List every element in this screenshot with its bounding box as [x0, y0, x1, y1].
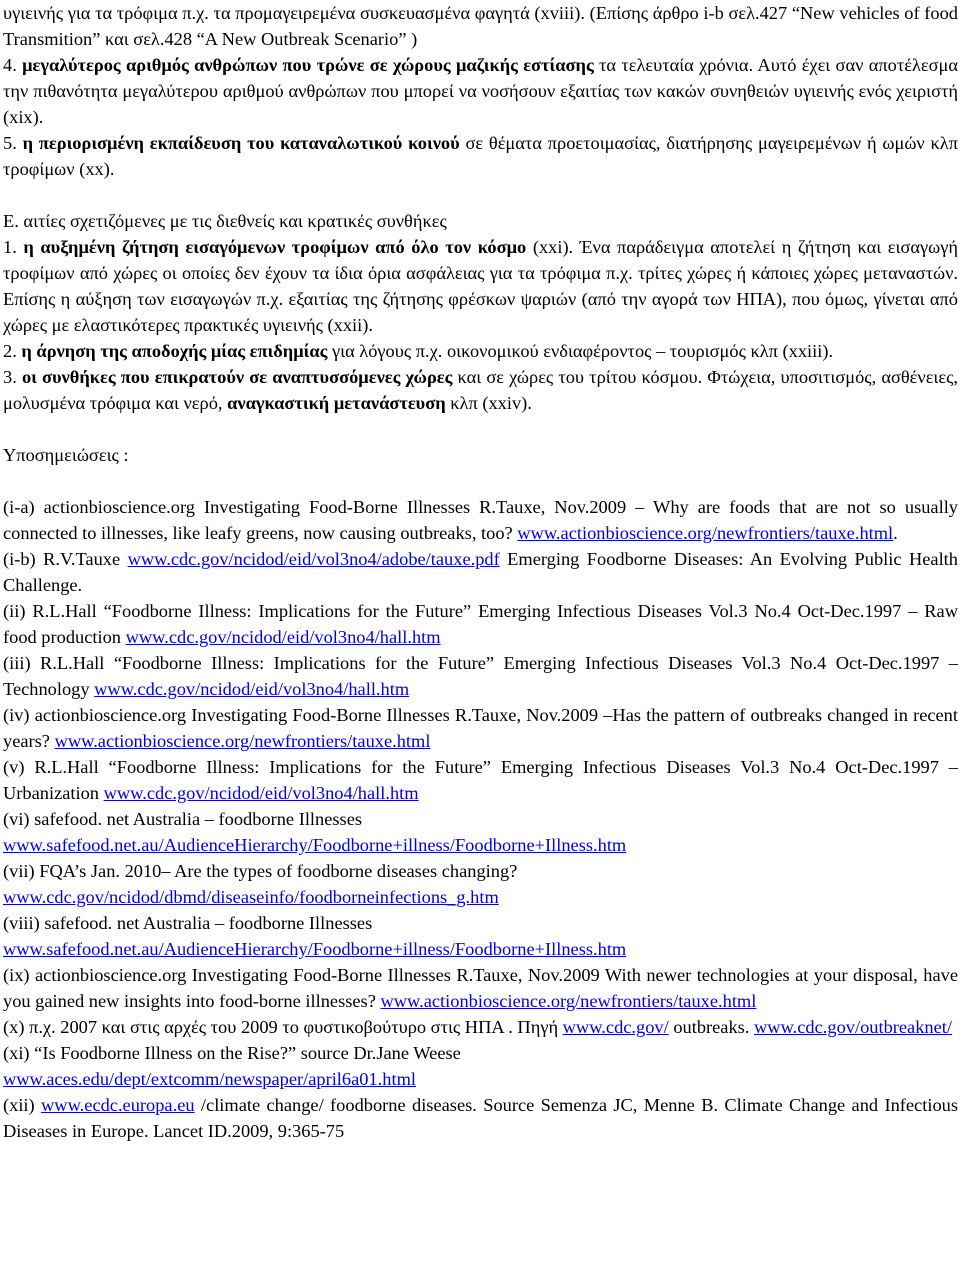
- spacer: [3, 182, 958, 208]
- footnote-link[interactable]: www.ecdc.europa.eu: [41, 1095, 195, 1115]
- cause-4-title: μεγαλύτερος αριθμός ανθρώπων που τρώνε σε χώρους μαζικής εστίασης: [22, 55, 594, 75]
- footnote-link[interactable]: www.safefood.net.au/AudienceHierarchy/Foodborne+illness/Foodborne+Illness.htm: [3, 835, 627, 855]
- footnote-link[interactable]: www.cdc.gov/ncidod/eid/vol3no4/hall.htm: [103, 783, 419, 803]
- spacer: [3, 416, 958, 442]
- text: υγιεινής για τα τρόφιμα π.χ. τα προμαγειρεμένα συσκευασμένα φαγητά (xviii). (Επίσης άρθρο i-b σελ.427 “New vehicles of food Transmition” και σελ.428 “A New Outbreak Scenario” ): [3, 3, 958, 49]
- footnote-viii: (viii) safefood. net Australia – foodborne Illnesses www.safefood.net.au/AudienceHierarchy/Foodborne+illness/Foodborne+Illness.htm: [3, 913, 627, 959]
- footnotes-heading: Υποσημειώσεις :: [3, 445, 129, 465]
- footnote-link[interactable]: www.actionbioscience.org/newfrontiers/tauxe.html: [517, 523, 894, 543]
- section-e-item-2: 2. η άρνηση της αποδοχής μίας επιδημίας για λόγους π.χ. οικονομικού ενδιαφέροντος – τουρισμός κλπ (xxiii).: [3, 341, 834, 361]
- footnote-vi: (vi) safefood. net Australia – foodborne Illnesses www.safefood.net.au/AudienceHierarchy/Foodborne+illness/Foodborne+Illness.htm: [3, 809, 627, 855]
- footnote-link[interactable]: www.cdc.gov/outbreaknet/: [754, 1017, 952, 1037]
- footnote-iv: (iv) actionbioscience.org Investigating Food-Borne Illnesses R.Tauxe, Nov.2009 –Has the pattern of outbreaks changed in recent years? www.actionbioscience.org/newfrontiers/tauxe.html: [3, 705, 958, 751]
- footnote-i-b: (i-b) R.V.Tauxe www.cdc.gov/ncidod/eid/vol3no4/adobe/tauxe.pdf Emerging Foodborne Diseases: An Evolving Public Health Challenge.: [3, 549, 958, 595]
- cause-4: 4. μεγαλύτερος αριθμός ανθρώπων που τρώνε σε χώρους μαζικής εστίασης τα τελευταία χρόνια. Αυτό έχει σαν αποτέλεσμα την πιθανότητα μεγαλύτερου αριθμού ανθρώπων που μπορεί να νοσήσουν εξαιτίας των κακών συνηθειών υγιεινής ενός χειριστή (xix).: [3, 55, 958, 127]
- section-e-item-2-title: η άρνηση της αποδοχής μίας επιδημίας: [21, 341, 328, 361]
- footnote-i-a: (i-a) actionbioscience.org Investigating Food-Borne Illnesses R.Tauxe, Nov.2009 – Why are foods that are not so usually connected to illnesses, like leafy greens, now causing outbreaks, too? www.actionbioscience.org/newfrontiers/tauxe.html.: [3, 497, 958, 543]
- footnote-link[interactable]: www.cdc.gov/ncidod/eid/vol3no4/hall.htm: [94, 679, 410, 699]
- footnote-link[interactable]: www.actionbioscience.org/newfrontiers/tauxe.html: [54, 731, 431, 751]
- section-e-heading: Ε. αιτίες σχετιζόμενες με τις διεθνείς και κρατικές συνθήκες: [3, 211, 447, 231]
- footnote-ii: (ii) R.L.Hall “Foodborne Illness: Implications for the Future” Emerging Infectious Diseases Vol.3 No.4 Oct-Dec.1997 – Raw food production www.cdc.gov/ncidod/eid/vol3no4/hall.htm: [3, 601, 958, 647]
- footnote-link[interactable]: www.aces.edu/dept/extcomm/newspaper/april6a01.html: [3, 1069, 416, 1089]
- cause-5: 5. η περιορισμένη εκπαίδευση του καταναλωτικού κοινού σε θέματα προετοιμασίας, διατήρησης μαγειρεμένων ή ωμών κλπ τροφίμων (xx).: [3, 133, 959, 179]
- paragraph-continuation: [3, 0, 958, 52]
- footnote-vii: (vii) FQA’s Jan. 2010– Are the types of foodborne diseases changing? www.cdc.gov/ncidod/dbmd/diseaseinfo/foodborneinfections_g.htm: [3, 861, 518, 907]
- section-e-item-1-title: η αυξημένη ζήτηση εισαγόμενων τροφίμων από όλο τον κόσμο: [23, 237, 527, 257]
- section-e-item-3: 3. οι συνθήκες που επικρατούν σε αναπτυσσόμενες χώρες και σε χώρες του τρίτου κόσμου. Φτώχεια, υποσιτισμός, ασθένειες, μολυσμένα τρόφιμα και νερό, αναγκαστική μετανάστευση κλπ (xxiv).: [3, 367, 958, 413]
- section-e-item-3-title: οι συνθήκες που επικρατούν σε αναπτυσσόμενες χώρες: [21, 367, 453, 387]
- footnote-ix: (ix) actionbioscience.org Investigating Food-Borne Illnesses R.Tauxe, Nov.2009 With newer technologies at your disposal, have you gained new insights into food-borne illnesses? www.actionbioscience.org/newfrontiers/tauxe.html: [3, 965, 958, 1011]
- footnote-link[interactable]: www.safefood.net.au/AudienceHierarchy/Foodborne+illness/Foodborne+Illness.htm: [3, 939, 627, 959]
- spacer: [3, 468, 958, 494]
- footnote-link[interactable]: www.cdc.gov/ncidod/dbmd/diseaseinfo/foodborneinfections_g.htm: [3, 887, 499, 907]
- footnote-xi: (xi) “Is Foodborne Illness on the Rise?” source Dr.Jane Weese www.aces.edu/dept/extcomm/newspaper/april6a01.html: [3, 1043, 461, 1089]
- footnote-link[interactable]: www.cdc.gov/: [562, 1017, 669, 1037]
- footnote-link[interactable]: www.cdc.gov/ncidod/eid/vol3no4/adobe/tauxe.pdf: [127, 549, 500, 569]
- footnote-x: (x) π.χ. 2007 και στις αρχές του 2009 το φυστικοβούτυρο στις ΗΠΑ . Πηγή www.cdc.gov/ outbreaks. www.cdc.gov/outbreaknet/: [3, 1017, 952, 1037]
- footnote-link[interactable]: www.cdc.gov/ncidod/eid/vol3no4/hall.htm: [125, 627, 441, 647]
- footnote-iii: (iii) R.L.Hall “Foodborne Illness: Implications for the Future” Emerging Infectious Diseases Vol.3 No.4 Oct-Dec.1997 – Technology www.cdc.gov/ncidod/eid/vol3no4/hall.htm: [3, 653, 958, 699]
- section-e-item-3-emphasis: αναγκαστική μετανάστευση: [227, 393, 446, 413]
- cause-5-title: η περιορισμένη εκπαίδευση του καταναλωτικού κοινού: [22, 133, 460, 153]
- footnote-link[interactable]: www.actionbioscience.org/newfrontiers/tauxe.html: [380, 991, 757, 1011]
- footnote-xii: (xii) www.ecdc.europa.eu /climate change/ foodborne diseases. Source Semenza JC, Menne B. Climate Change and Infectious Diseases in Europe. Lancet ID.2009, 9:365-75: [3, 1095, 958, 1141]
- section-e-item-1: 1. η αυξημένη ζήτηση εισαγόμενων τροφίμων από όλο τον κόσμο (xxi). Ένα παράδειγμα αποτελεί η ζήτηση και εισαγωγή τροφίμων από χώρες οι οποίες δεν έχουν τα ίδια όρια ασφάλειας για τα τρόφιμα π.χ. τρίτες χώρες ή κάποιες χώρες μεταναστών. Επίσης η αύξηση των εισαγωγών π.χ. εξαιτίας της ζήτησης φρέσκων ψαριών (από την αγορά των ΗΠΑ), που όμως, γίνεται από χώρες με ελαστικότερες πρακτικές υγιεινής (xxii).: [3, 237, 958, 335]
- footnote-v: (v) R.L.Hall “Foodborne Illness: Implications for the Future” Emerging Infectious Diseases Vol.3 No.4 Oct-Dec.1997 – Urbanization www.cdc.gov/ncidod/eid/vol3no4/hall.htm: [3, 757, 958, 803]
